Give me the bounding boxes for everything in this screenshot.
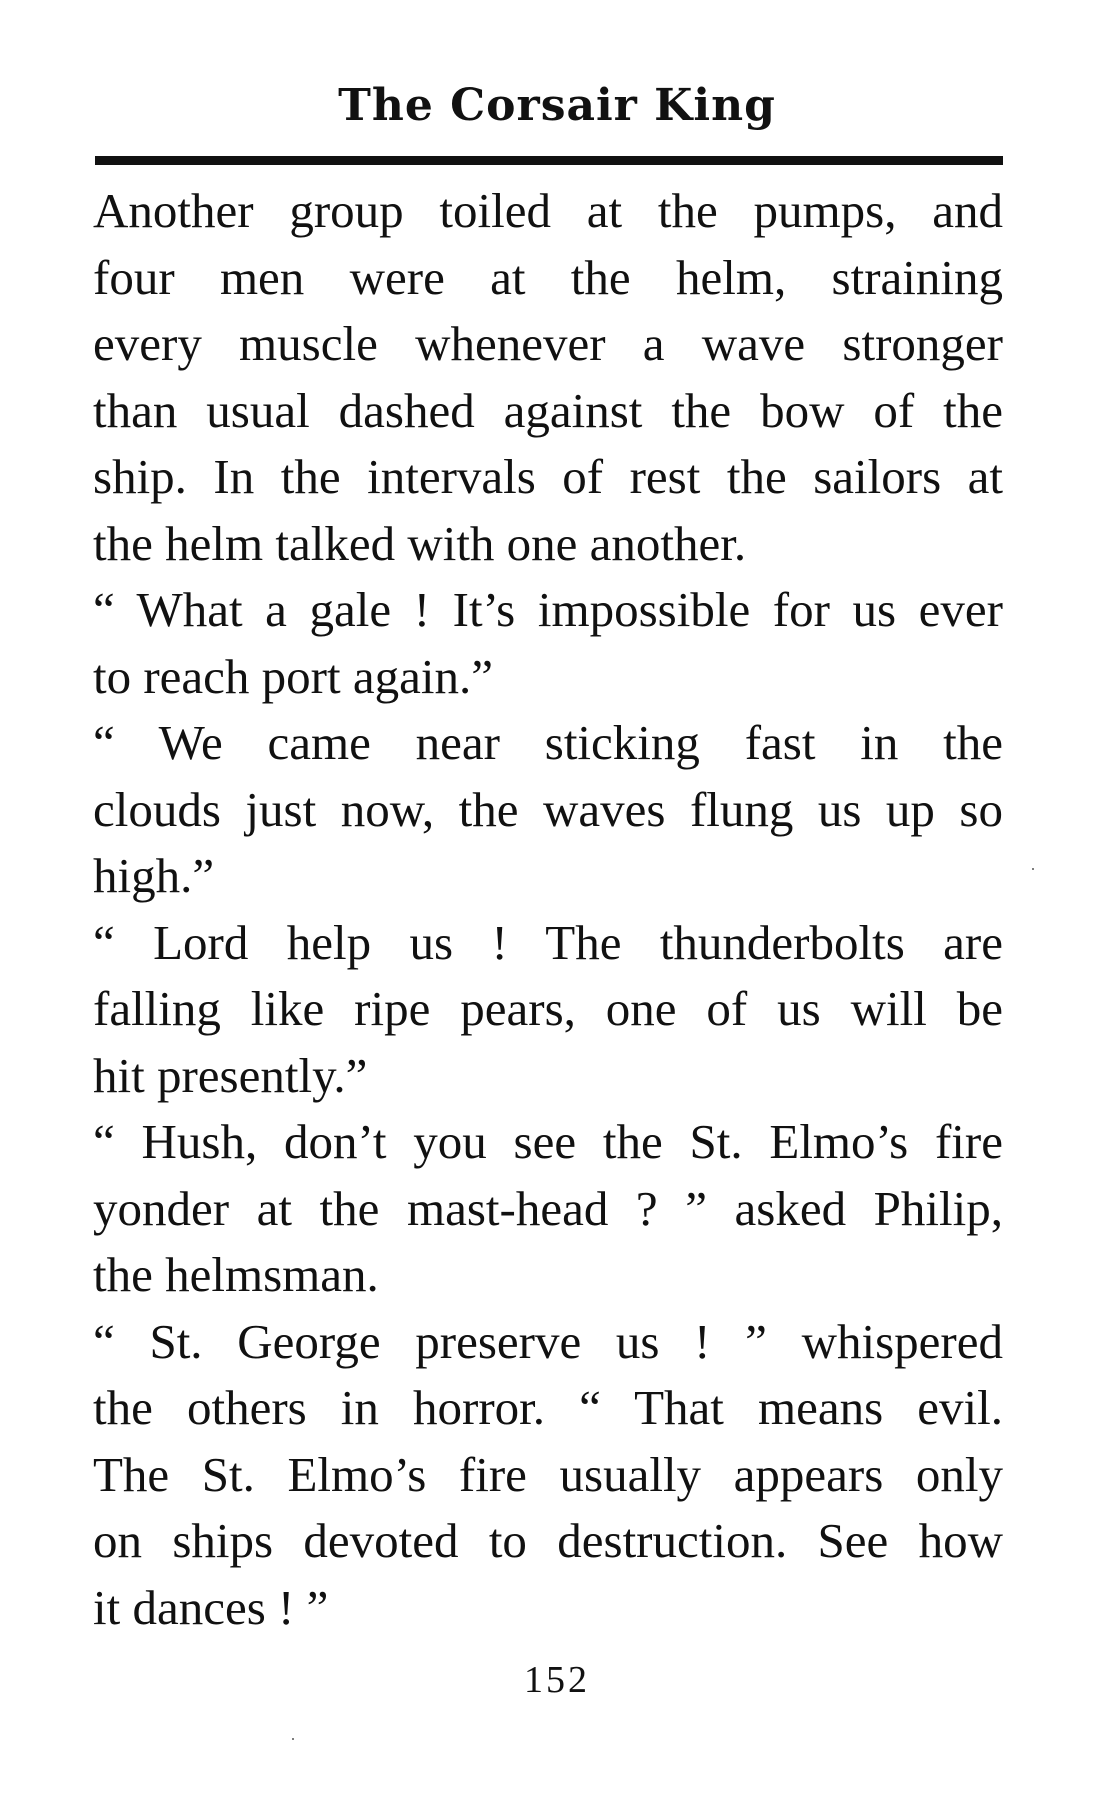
text-line: clouds just now, the waves flung us up so: [93, 781, 1003, 837]
text-line: the others in horror. “ That means evil.: [93, 1380, 1003, 1435]
text-line: The St. Elmo’s fire usually appears only: [93, 1446, 1003, 1502]
header-rule: [95, 156, 1003, 165]
text-line: the helm talked with one another.: [93, 515, 747, 571]
text-line: yonder at the mast-head ? ” asked Philip,: [93, 1180, 1003, 1236]
text-line: it dances ! ”: [93, 1579, 329, 1635]
body-text: [93, 178, 1003, 1641]
print-speck: [292, 1738, 294, 1740]
text-line: to reach port again.”: [93, 648, 493, 704]
text-line: falling like ripe pears, one of us will be: [93, 981, 1003, 1036]
text-line: on ships devoted to destruction. See how: [93, 1513, 1003, 1568]
text-line: “ We came near sticking fast in the: [93, 715, 1003, 770]
text-line: Another group toiled at the pumps, and: [93, 183, 1003, 238]
text-line: the helmsman.: [93, 1247, 379, 1302]
print-speck: [1032, 868, 1034, 870]
text-line: than usual dashed against the bow of the: [93, 382, 1003, 438]
text-line: “ What a gale ! It’s impossible for us ever: [93, 582, 1003, 637]
text-line: ship. In the intervals of rest the sailors at: [93, 449, 1003, 504]
page-number: 152: [524, 1659, 590, 1701]
text-line: high.”: [93, 848, 215, 903]
text-line: four men were at the helm, straining: [93, 249, 1003, 305]
text-line: “ Lord help us ! The thunderbolts are: [93, 914, 1003, 970]
text-line: “ St. George preserve us ! ” whispered: [93, 1313, 1003, 1369]
text-line: hit presently.”: [93, 1047, 368, 1103]
running-head: The Corsair King: [338, 80, 776, 131]
text-line: every muscle whenever a wave stronger: [93, 316, 1003, 371]
text-line: “ Hush, don’t you see the St. Elmo’s fire: [93, 1114, 1003, 1169]
